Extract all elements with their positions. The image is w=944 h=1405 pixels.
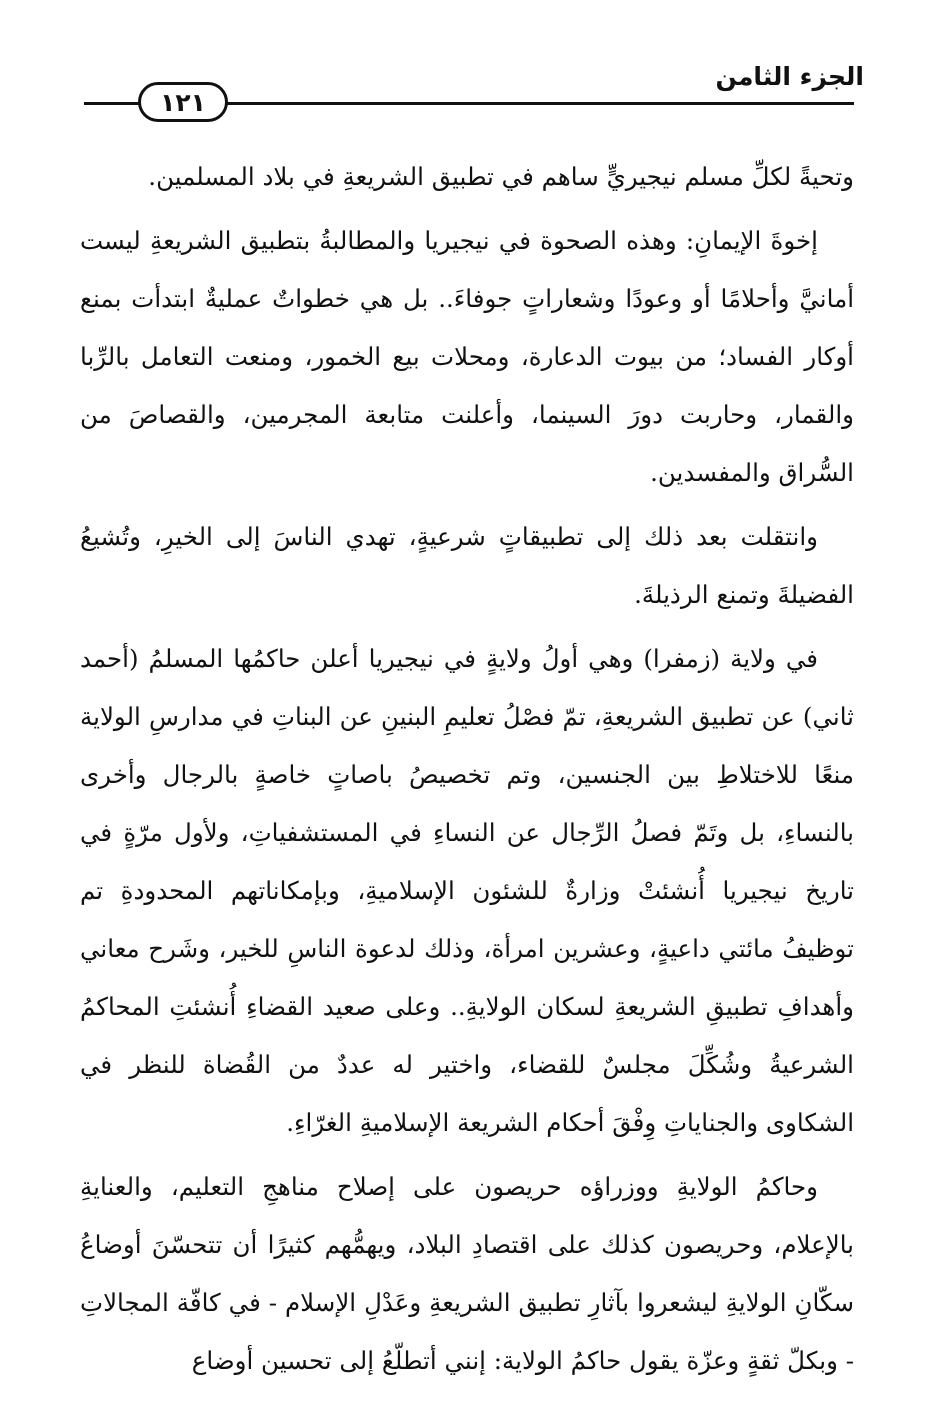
paragraph: في ولاية (زمفرا) وهي أولُ ولايةٍ في نيجيريا أعلن حاكمُها المسلمُ (أحمد ثاني) عن تطبيق الشريعةِ، تمّ فصْلُ تعليمِ البنينِ عن البناتِ في مدارسِ الولاية منعًا للاختلاطِ بين الجنسين، وتم تخصيصُ باصاتٍ خاصةٍ بالرجال وأخرى بالنساءِ، بل وتَمّ فصلُ الرِّجال عن النساءِ في المستشفياتِ، ولأول مرّةٍ في تاريخ نيجيريا أُنشئتْ وزارةٌ للشئون الإسلاميةِ، وبإمكاناتهم المحدودةِ تم توظيفُ مائتي داعيةٍ، وعشرين امرأة، وذلك لدعوة الناسِ للخير، وشَرح معاني وأهدافِ تطبيقِ الشريعةِ لسكان الولايةِ.. وعلى صعيد القضاءِ أُنشئتِ المحاكمُ الشرعيةُ وشُكِّلَ مجلسٌ للقضاء، واختير له عددٌ من القُضاة للنظر في الشكاوى والجناياتِ وِفْقَ أحكام الشريعة الإسلاميةِ الغرّاءِ. bbox=[80, 644, 854, 1137]
part-title: الجزء الثامن bbox=[715, 62, 864, 91]
page-header bbox=[0, 0, 944, 130]
page-number: ١٢١ bbox=[138, 82, 228, 122]
body-text bbox=[80, 148, 854, 1396]
paragraph: وانتقلت بعد ذلك إلى تطبيقاتٍ شرعيةٍ، تهدي الناسَ إلى الخيرِ، وتُشيعُ الفضيلةَ وتمنع الرذيلةَ. bbox=[80, 522, 854, 609]
paragraph: وحاكمُ الولايةِ ووزراؤه حريصون على إصلاح مناهجِ التعليم، والعنايةِ بالإعلام، وحريصون كذلك على اقتصادِ البلاد، ويهمُّهم كثيرًا أن تتحسّنَ أوضاعُ سكّانِ الولايةِ ليشعروا بآثارِ تطبيق الشريعةِ وعَدْلِ الإسلام - في كافّة المجالاتِ - وبكلّ ثقةٍ وعزّة يقول حاكمُ الولاية: إنني أتطلّعُ إلى تحسين أوضاع bbox=[80, 1172, 854, 1375]
paragraph: إخوةَ الإيمانِ: وهذه الصحوة في نيجيريا والمطالبةُ بتطبيق الشريعةِ ليست أمانيَّ وأحلامًا أو وعودًا وشعاراتٍ جوفاءَ.. بل هي خطواتٌ عمليةٌ ابتدأت بمنع أوكار الفساد؛ من بيوت الدعارة، ومحلات بيع الخمور، ومنعت التعامل بالرِّبا والقمار، وحاربت دورَ السينما، وأعلنت متابعة المجرمين، والقصاصَ من السُّراق والمفسدين. bbox=[80, 226, 854, 487]
paragraph: وتحيةً لكلِّ مسلم نيجيريٍّ ساهم في تطبيق الشريعةِ في بلاد المسلمين. bbox=[148, 162, 854, 191]
